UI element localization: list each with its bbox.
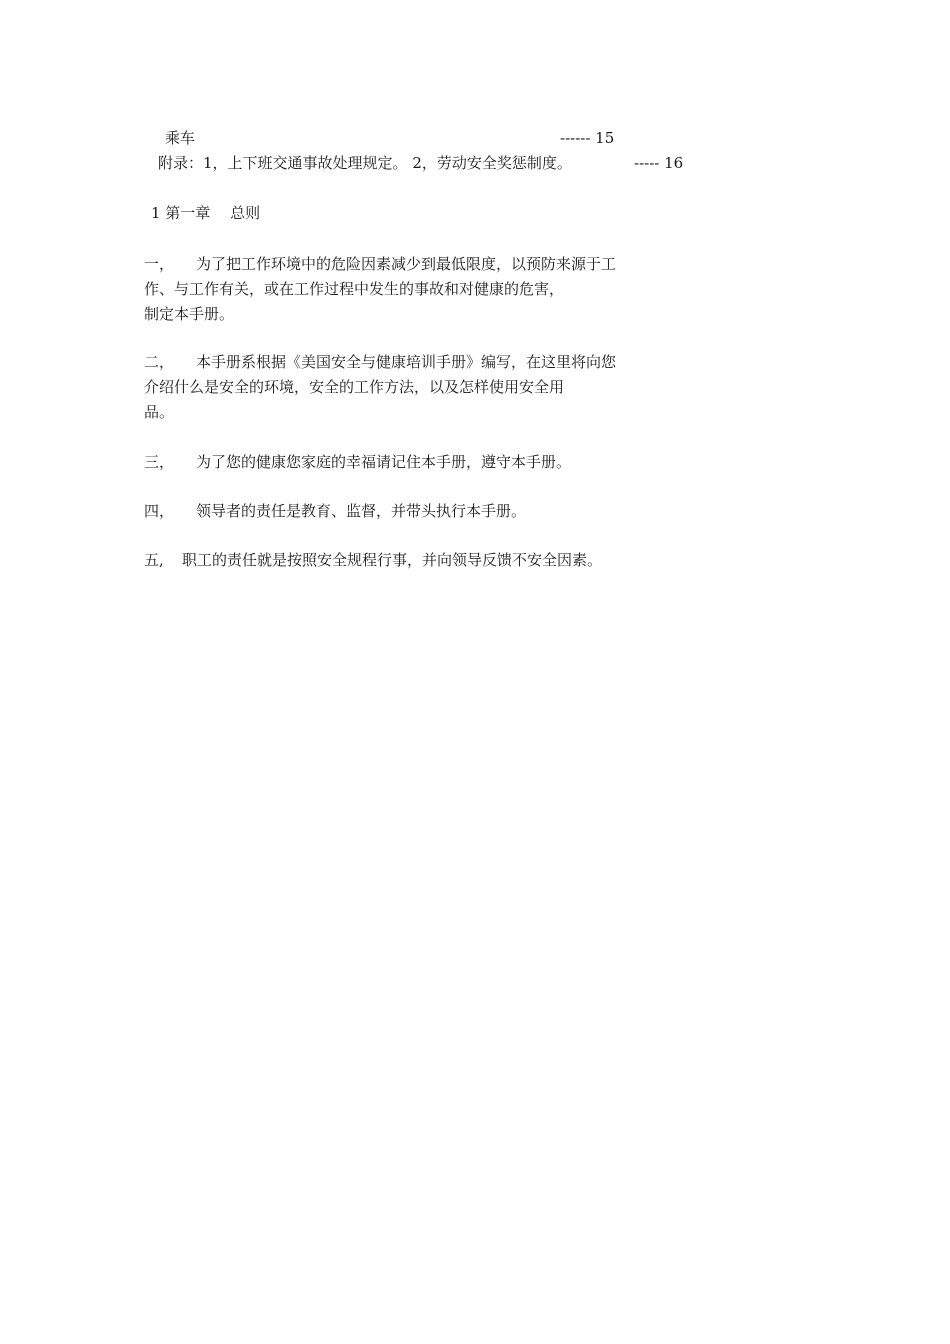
paragraph-text: 介绍什么是安全的环境，安全的工作方法，以及怎样使用安全用 [144, 378, 565, 396]
paragraph-line [144, 252, 704, 277]
chapter-title: 1 第一章 总则 [151, 204, 261, 222]
paragraph-text: 品。 [144, 403, 175, 421]
paragraph-number: 三， [144, 453, 175, 471]
paragraph-text: 制定本手册。 [144, 305, 235, 323]
paragraph-text: 为了把工作环境中的危险因素减少到最低限度，以预防来源于工 [196, 255, 617, 273]
paragraph [144, 450, 704, 475]
paragraph-number: 二， [144, 353, 175, 371]
paragraph [144, 252, 704, 327]
paragraph [144, 548, 704, 573]
toc-entry-page: ------ 15 [560, 129, 615, 147]
toc-entry-title: 附录：1，上下班交通事故处理规定。 2，劳动安全奖惩制度。 [158, 154, 572, 172]
toc-entry-title: 乘车 [165, 129, 196, 147]
paragraph-text: 本手册系根据《美国安全与健康培训手册》编写，在这里将向您 [196, 353, 617, 371]
paragraph [144, 499, 704, 524]
paragraph-line [144, 450, 704, 475]
paragraph [144, 350, 704, 425]
toc-entry-page: ----- 16 [634, 154, 684, 172]
paragraph-text: 职工的责任就是按照安全规程行事，并向领导反馈不安全因素。 [182, 551, 603, 569]
paragraph-number: 一， [144, 255, 175, 273]
paragraph-text: 领导者的责任是教育、监督，并带头执行本手册。 [196, 502, 527, 520]
paragraph-text: 为了您的健康您家庭的幸福请记住本手册，遵守本手册。 [196, 453, 572, 471]
paragraph-line [144, 499, 704, 524]
paragraph-text: 作、与工作有关，或在工作过程中发生的事故和对健康的危害， [144, 280, 565, 298]
paragraph-line [144, 350, 704, 375]
paragraph-number: 四， [144, 502, 175, 520]
paragraph-number: 五, [144, 551, 164, 569]
paragraph-line [144, 548, 704, 573]
